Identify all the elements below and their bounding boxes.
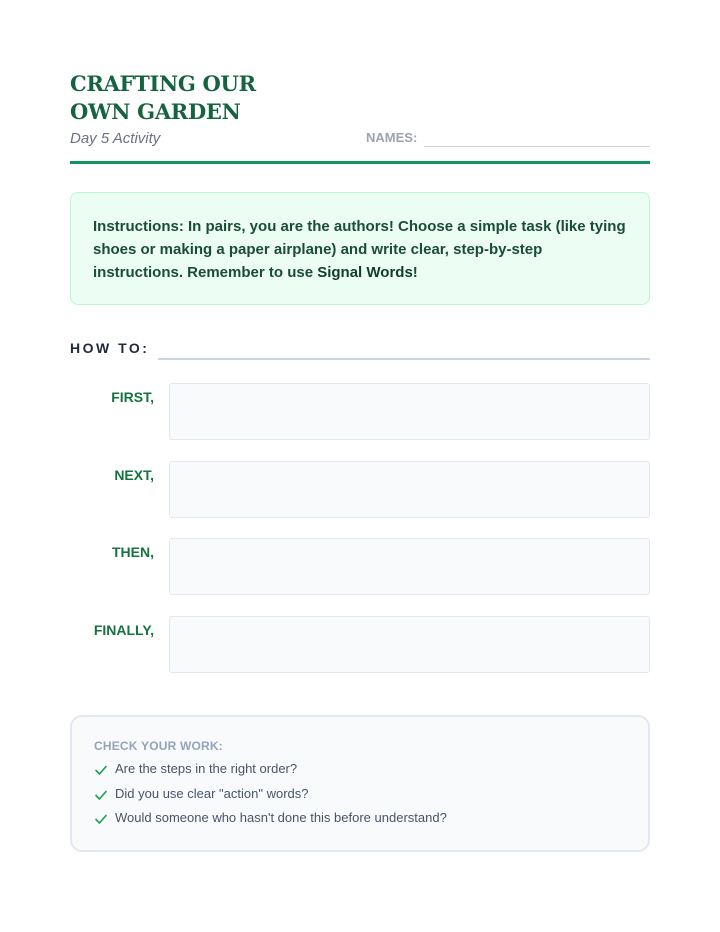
header-divider	[70, 161, 650, 164]
step-then	[70, 538, 650, 595]
step-label: FINALLY,	[93, 622, 154, 638]
header	[70, 70, 650, 150]
checklist-item	[94, 810, 626, 835]
names-label: NAMES:	[366, 130, 418, 145]
how-to-field[interactable]	[158, 358, 650, 360]
step-finally	[70, 616, 650, 673]
checklist-item-text: Are the steps in the right order?	[115, 761, 298, 776]
how-to-label: HOW TO:	[70, 340, 150, 356]
step-answer-box[interactable]	[169, 538, 650, 595]
subtitle-row	[70, 128, 650, 150]
step-label: THEN,	[112, 544, 154, 560]
step-label: NEXT,	[114, 467, 154, 483]
checklist-item	[94, 786, 626, 811]
activity-subtitle: Day 5 Activity	[70, 130, 161, 147]
instructions-end: !	[412, 264, 418, 281]
signal-words-emphasis: Signal Words	[317, 264, 413, 281]
step-answer-box[interactable]	[169, 383, 650, 440]
checklist-item	[94, 761, 626, 786]
step-label: FIRST,	[111, 389, 154, 405]
page-title: CRAFTING OUR OWN GARDEN	[70, 71, 256, 124]
step-answer-box[interactable]	[169, 616, 650, 673]
check-icon	[94, 788, 108, 802]
checklist-item-text: Did you use clear "action" words?	[115, 785, 309, 801]
step-next	[70, 461, 650, 518]
step-first	[70, 383, 650, 440]
step-answer-box[interactable]	[169, 461, 650, 518]
how-to-row	[70, 338, 650, 362]
check-icon	[94, 763, 108, 777]
check-icon	[94, 812, 108, 826]
instructions-box	[70, 192, 650, 305]
checklist-item-text: Would someone who hasn't done this before understand?	[115, 810, 447, 825]
check-title: CHECK YOUR WORK:	[94, 739, 223, 753]
names-field[interactable]	[424, 146, 650, 147]
instructions-text: Instructions: In pairs, you are the authors! Choose a simple task (like tying shoes or making a paper airplane) and write clear, step-by-step instructions. Remember to use	[93, 218, 626, 281]
check-your-work-box	[70, 715, 650, 852]
